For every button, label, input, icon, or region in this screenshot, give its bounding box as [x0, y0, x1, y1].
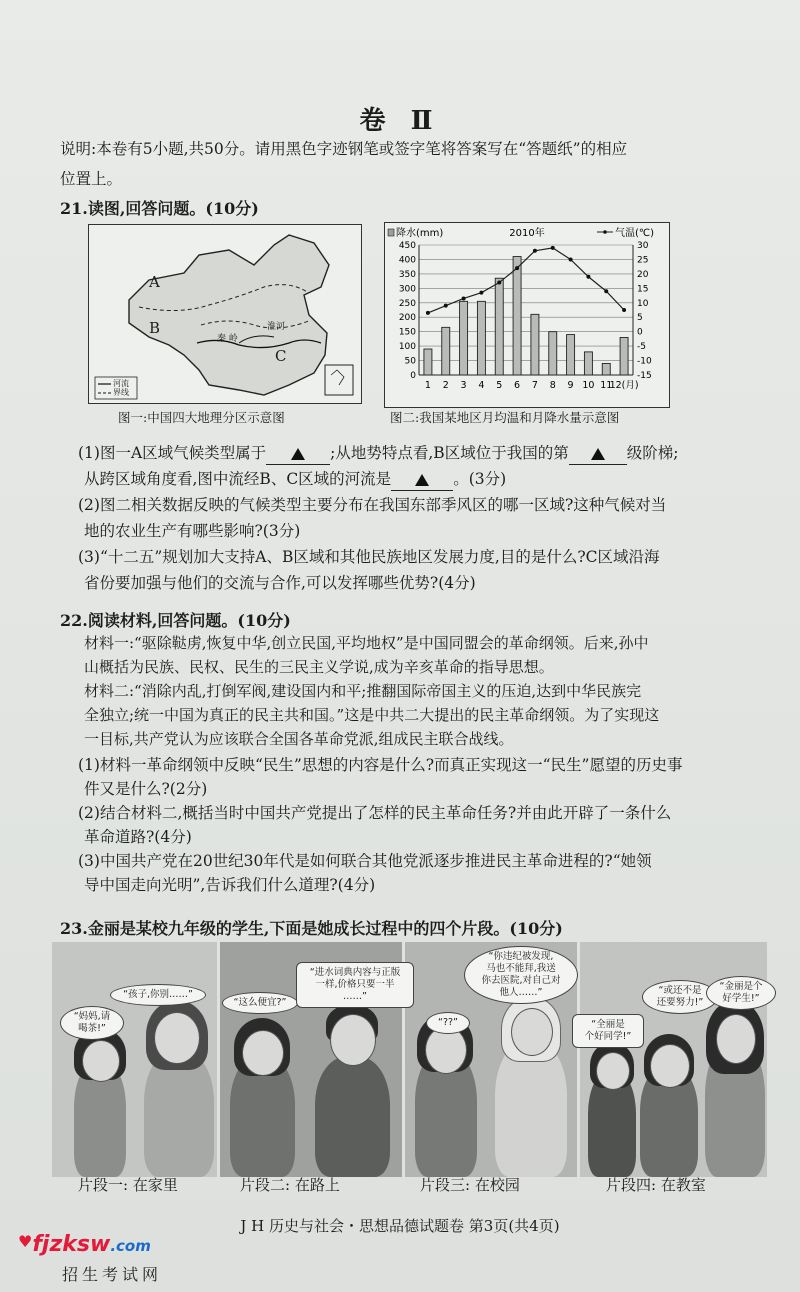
left-tick-label: 450	[398, 241, 416, 251]
left-tick-label: 250	[398, 298, 416, 309]
q21-sub1-text-b: ;从地势特点看,B区域位于我国的第	[330, 444, 569, 462]
right-tick-label: -15	[637, 371, 652, 381]
map-label-a: A	[149, 273, 160, 291]
vendor-figure	[315, 1057, 390, 1177]
q21-blank-2[interactable]	[569, 442, 627, 465]
watermark-slogan: 招生考试网	[62, 1265, 163, 1284]
q21-sub3-line1: (3)“十二五”规划加大支持A、B区域和其他民族地区发展力度,目的是什么?C区域沿海	[78, 548, 660, 566]
map-caption: 图一:中国四大地理分区示意图	[118, 410, 285, 425]
speech-bubble-8: “或还不是 还要努力!”	[642, 980, 718, 1014]
x-tick-label: 6	[514, 380, 521, 391]
q22-material2-line2: 全独立;统一中国为真正的民主共和国。”这是中共二大提出的民主革命纲领。为了实现这	[84, 706, 660, 724]
x-tick-label: 8	[549, 380, 556, 391]
mother-face	[154, 1012, 200, 1064]
temperature-point	[497, 281, 501, 285]
precip-bar	[567, 335, 575, 375]
instructions-line-2: 位置上。	[60, 170, 123, 188]
speech-bubble-6: “??”	[426, 1012, 470, 1034]
segment-label-1: 片段一: 在家里	[78, 1176, 178, 1194]
right-tick-label: 25	[637, 255, 649, 266]
map-label-b: B	[149, 319, 161, 337]
x-tick-label: 9	[567, 380, 574, 391]
right-tick-label: 0	[637, 327, 643, 338]
q21-sub1-line1	[78, 442, 678, 465]
temperature-line	[428, 248, 624, 313]
vendor-face	[330, 1014, 376, 1066]
left-tick-label: 0	[410, 371, 416, 381]
left-tick-label: 200	[398, 313, 416, 324]
temp-legend-marker	[603, 230, 607, 234]
temperature-point	[551, 246, 555, 250]
q22-sub3-line2: 导中国走向光明”,告诉我们什么道理?(4分)	[84, 876, 376, 894]
precip-bar	[513, 257, 521, 375]
precip-bar	[442, 327, 450, 375]
right-tick-label: 10	[637, 298, 649, 309]
answer-triangle-icon	[291, 448, 305, 460]
segment-label-3: 片段三: 在校园	[420, 1176, 520, 1194]
section-title: 卷 Ⅱ	[359, 106, 441, 136]
q21-sub2-line1: (2)图二相关数据反映的气候类型主要分布在我国东部季风区的哪一区域?这种气候对当	[78, 496, 667, 514]
watermark-site: fjzksw	[32, 1232, 111, 1257]
map-legend-river: 河流	[113, 379, 129, 388]
temperature-point	[462, 296, 466, 300]
temperature-point	[426, 311, 430, 315]
q22-sub2-line1: (2)结合材料二,概括当时中国共产党提出了怎样的民主革命任务?并由此开辟了一条什么	[78, 804, 672, 822]
answer-triangle-icon	[415, 474, 429, 486]
q22-sub2-line2: 革命道路?(4分)	[84, 828, 192, 846]
right-tick-label: 5	[637, 313, 643, 324]
map-drawing	[89, 225, 361, 403]
jinli-face	[650, 1044, 690, 1088]
child-face	[82, 1040, 120, 1082]
q22-heading: 22.阅读材料,回答问题。(10分)	[60, 611, 291, 630]
answer-triangle-icon	[591, 448, 605, 460]
x-tick-label: 10	[582, 380, 595, 391]
precip-bar	[602, 363, 610, 375]
classmate-face	[596, 1052, 630, 1090]
left-tick-label: 300	[398, 284, 416, 295]
x-tick-label: 5	[496, 380, 503, 391]
x-tick-label: 11	[600, 380, 613, 391]
watermark-heart-icon: ♥	[18, 1232, 33, 1251]
precip-bar	[620, 337, 628, 375]
injured-figure	[495, 1042, 567, 1177]
q21-sub1-text-e: 。(3分)	[453, 470, 507, 488]
map-river-label: 淮河	[267, 322, 286, 332]
left-tick-label: 50	[404, 356, 416, 367]
q21-sub1-text-d: 从跨区域角度看,图中流经B、C区域的河流是	[84, 470, 392, 488]
right-tick-label: -10	[637, 356, 652, 367]
instructions-line-1: 说明:本卷有5小题,共50分。请用黑色字迹钢笔或签字笔将答案写在“答题纸”的相应	[60, 140, 628, 158]
left-tick-label: 100	[398, 342, 416, 353]
x-tick-label: 1	[424, 380, 431, 391]
x-tick-label: 4	[478, 380, 485, 391]
girl-face	[242, 1030, 284, 1076]
chart-title: 2010年	[509, 228, 545, 239]
temperature-point	[622, 308, 626, 312]
speech-bubble-5: “你违纪被发现, 马也不能拜,我送 你去医院,对自己对 他人……”	[464, 946, 578, 1004]
q21-sub1-line2	[84, 468, 506, 491]
speech-bubble-2: “妈妈,请 喝茶!”	[60, 1006, 124, 1040]
q21-sub3-line2: 省份要加强与他们的交流与合作,可以发挥哪些优势?(4分)	[84, 574, 476, 592]
x-tick-label: 3	[460, 380, 467, 391]
x-tick-label: 2	[442, 380, 449, 391]
precip-bar	[424, 349, 432, 375]
china-region-map	[88, 224, 362, 404]
speech-bubble-1: “孩子,你别……”	[110, 984, 206, 1006]
q21-sub2-line2: 地的农业生产有哪些影响?(3分)	[84, 522, 301, 540]
mother-figure	[144, 1052, 214, 1177]
speech-bubble-7: “全丽是 个好同学!”	[572, 1014, 644, 1048]
climate-chart	[384, 222, 670, 408]
left-tick-label: 350	[398, 269, 416, 280]
left-tick-label: 400	[398, 255, 416, 266]
q23-heading: 23.金丽是某校九年级的学生,下面是她成长过程中的四个片段。(10分)	[60, 919, 563, 938]
x-tick-label: 12(月)	[609, 380, 639, 391]
comic-strip	[52, 942, 767, 1177]
q22-material1-line1: 材料一:“驱除鞑虏,恢复中华,创立民国,平均地权”是中国同盟会的革命纲领。后来,孙中	[84, 634, 649, 652]
q21-blank-3[interactable]	[391, 468, 453, 491]
temperature-point	[586, 275, 590, 279]
watermark-logo	[18, 1232, 151, 1257]
precip-bar	[549, 332, 557, 375]
q21-sub1-text-a: (1)图一A区域气候类型属于	[78, 444, 267, 462]
climate-chart-svg	[385, 223, 669, 407]
q21-sub1-text-c: 级阶梯;	[626, 444, 679, 462]
speech-bubble-4: “进水词典内容与正版 一样,价格只要一半 ……”	[296, 962, 414, 1008]
right-tick-label: 15	[637, 284, 649, 295]
temperature-point	[515, 266, 519, 270]
precip-bar	[477, 301, 485, 375]
page-footer: J H 历史与社会・思想品德试题卷 第3页(共4页)	[240, 1217, 560, 1235]
precip-bar	[531, 314, 539, 375]
q22-sub1-line2: 件又是什么?(2分)	[84, 780, 208, 798]
teacher-face	[716, 1014, 756, 1064]
map-label-c: C	[275, 347, 287, 365]
q21-blank-1[interactable]	[266, 442, 330, 465]
temperature-point	[479, 291, 483, 295]
q22-material1-line2: 山概括为民族、民权、民生的三民主义学说,成为辛亥革命的指导思想。	[84, 658, 554, 676]
precip-legend-label: 降水(mm)	[396, 228, 444, 239]
q22-sub3-line1: (3)中国共产党在20世纪30年代是如何联合其他党派逐步推进民主革命进程的?“她领	[78, 852, 652, 870]
temperature-point	[533, 249, 537, 253]
right-tick-label: 20	[637, 269, 649, 280]
left-tick-label: 150	[398, 327, 416, 338]
q21-heading: 21.读图,回答问题。(10分)	[60, 199, 259, 218]
q22-sub1-line1: (1)材料一革命纲领中反映“民生”思想的内容是什么?而真正实现这一“民生”愿望的历史事	[78, 756, 683, 774]
temperature-point	[569, 257, 573, 261]
precip-bar	[584, 352, 592, 375]
x-tick-label: 7	[531, 380, 538, 391]
q22-material2-line1: 材料二:“消除内乱,打倒军阀,建设国内和平;推翻国际帝国主义的压迫,达到中华民族完	[84, 682, 642, 700]
watermark-domain: .com	[110, 1237, 151, 1255]
speech-bubble-9: “金丽是个 好学生!”	[706, 976, 776, 1010]
chart-caption: 图二:我国某地区月均温和月降水量示意图	[390, 410, 620, 425]
map-mountain-label: 秦 岭	[217, 334, 238, 344]
comic-panel-home	[52, 942, 217, 1177]
injured-face	[511, 1008, 553, 1056]
precip-legend-swatch	[388, 229, 394, 236]
segment-label-4: 片段四: 在教室	[606, 1176, 706, 1194]
temperature-point	[444, 304, 448, 308]
right-tick-label: 30	[637, 241, 649, 251]
temperature-point	[604, 289, 608, 293]
right-tick-label: -5	[637, 342, 646, 353]
q22-material2-line3: 一目标,共产党认为应该联合全国各革命党派,组成民主联合战线。	[84, 730, 514, 748]
speech-bubble-3: “这么便宜?”	[222, 992, 298, 1014]
temp-legend-label: 气温(℃)	[615, 228, 655, 239]
precip-bar	[460, 301, 468, 375]
precip-bar	[495, 278, 503, 375]
segment-label-2: 片段二: 在路上	[240, 1176, 340, 1194]
map-legend-boundary: 界线	[113, 388, 129, 397]
